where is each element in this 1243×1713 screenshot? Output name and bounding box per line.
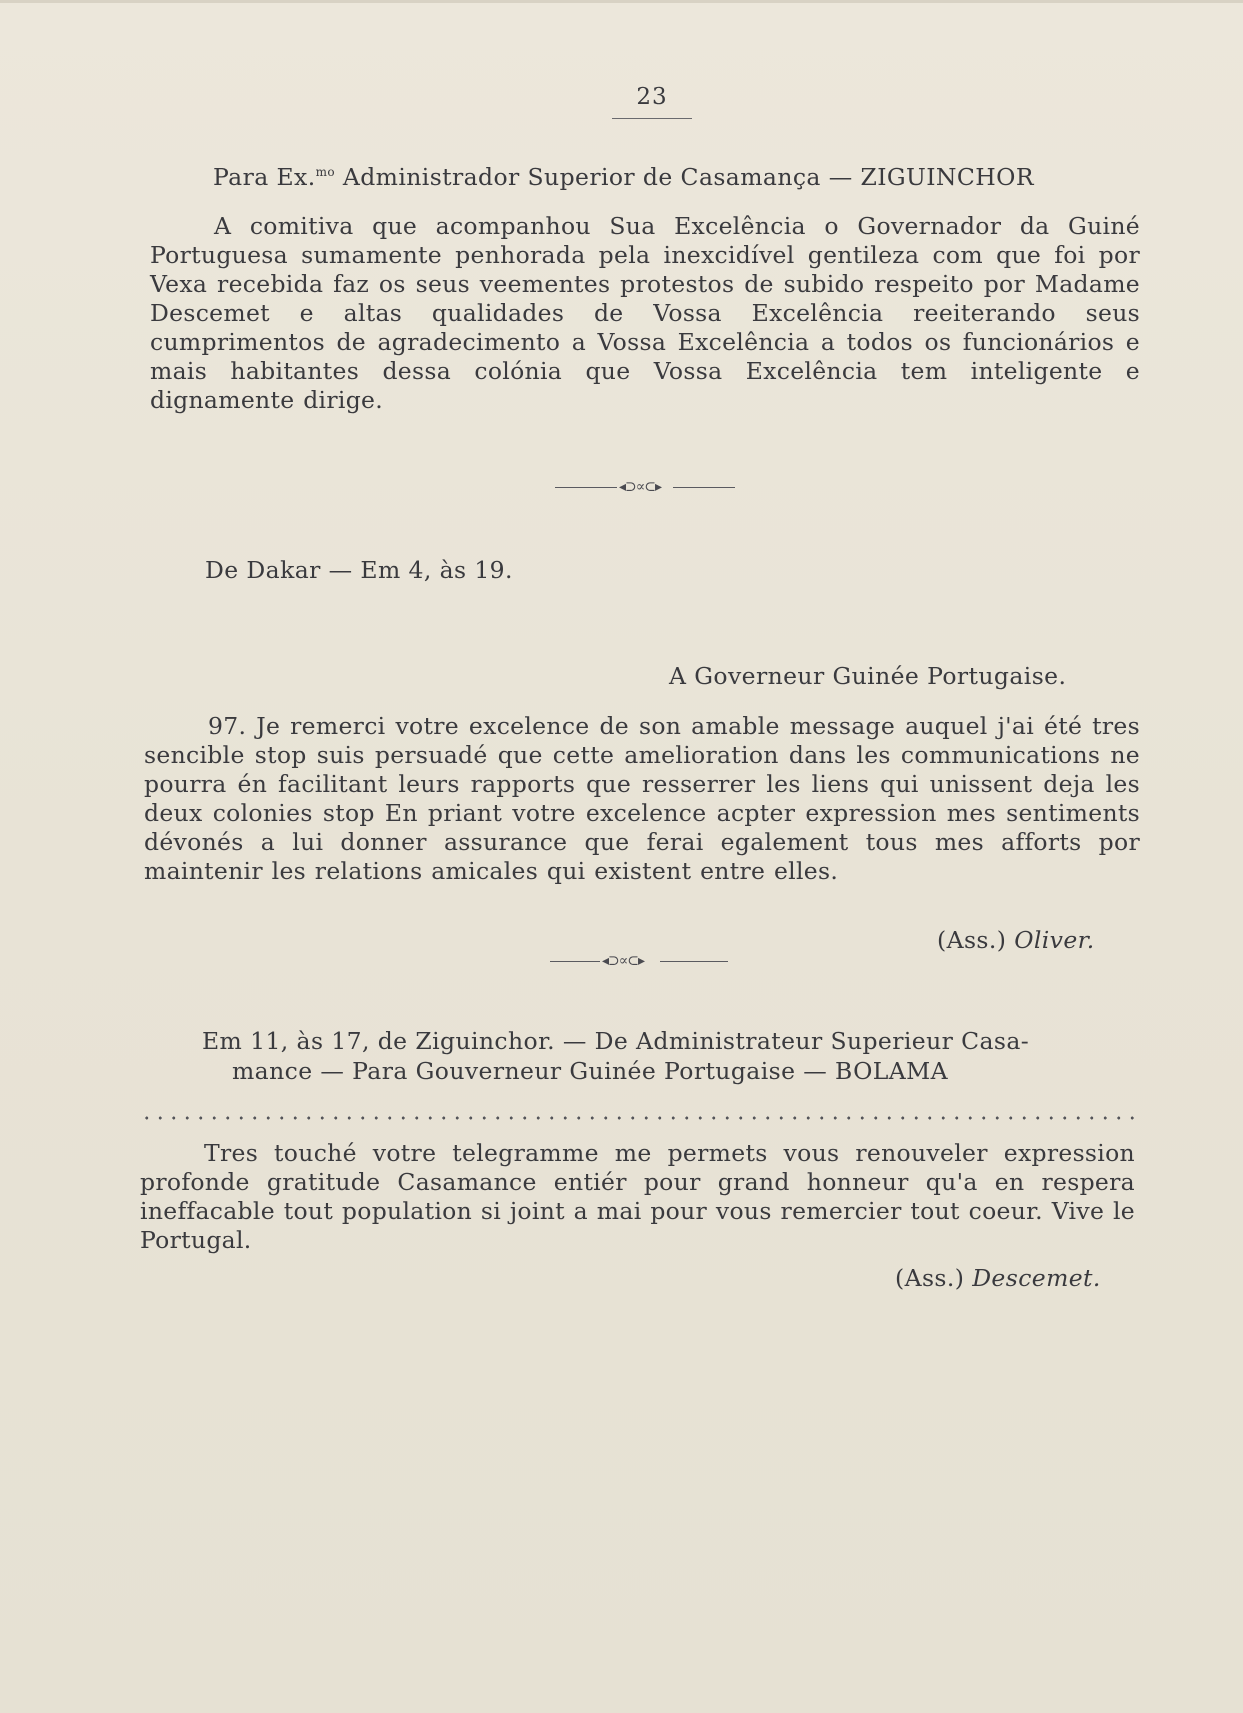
- signature-name: Oliver.: [1014, 926, 1095, 954]
- page-number-underline: [612, 118, 692, 119]
- heading-rest: Administrador Superior de Casamança — ZIGUINCHOR: [342, 162, 1034, 191]
- telegram-3-header-line-1: Em 11, às 17, de Ziguinchor. — De Administrateur Superieur Casa-: [202, 1027, 1030, 1055]
- page-number: 23: [636, 84, 668, 110]
- telegram-2-origin: De Dakar — Em 4, às 19.: [205, 556, 513, 584]
- telegram-3-signature: [895, 1264, 1101, 1293]
- dotted-separator: [140, 1116, 1140, 1120]
- telegram-1-heading: [213, 158, 1034, 192]
- signature-name: Descemet.: [972, 1264, 1101, 1292]
- telegram-2-addressee: A Governeur Guinée Portugaise.: [669, 662, 1067, 690]
- ornament-divider-2: ◂⊃∝⊂▸: [550, 954, 728, 968]
- telegram-3-header-line-2: mance — Para Gouverneur Guinée Portugaise — BOLAMA: [232, 1057, 948, 1085]
- ornament-divider-1: ◂⊃∝⊂▸: [555, 480, 735, 494]
- telegram-3-body: Tres touché votre telegramme me permets vous renouveler expression profonde gratitude Casamance entiér pour grand honneur qu'a en respera ineffacable tout population si joint a mai pour vous remercier tout coeur. Vive le Portugal.: [140, 1139, 1135, 1254]
- heading-superscript: mo: [315, 165, 335, 179]
- signature-prefix: (Ass.): [937, 926, 1007, 954]
- telegram-2-signature: [937, 926, 1095, 955]
- signature-prefix: (Ass.): [895, 1264, 965, 1292]
- heading-prefix: Para Ex.: [213, 162, 316, 191]
- telegram-1-body: A comitiva que acompanhou Sua Excelência o Governador da Guiné Portuguesa sumamente penhorada pela inexcidível gentileza com que foi por Vexa recebida faz os seus veementes protestos de subido respeito por Madame Descemet e altas qualidades de Vossa Excelência reeiterando seus cumprimentos de agradecimento a Vossa Excelência a todos os funcionários e mais habitantes dessa colónia que Vossa Excelência tem inteligente e dignamente dirige.: [150, 212, 1140, 414]
- page-top-edge: [0, 0, 1243, 3]
- telegram-2-body: 97. Je remerci votre excelence de son amable message auquel j'ai été tres sencible stop suis persuadé que cette amelioration dans les communications ne pourra én facilitant leurs rapports que resserrer les liens qui unissent deja les deux colonies stop En priant votre excelence acpter expression mes sentiments dévonés a lui donner assurance que ferai egalement tous mes afforts por maintenir les relations amicales qui existent entre elles.: [144, 712, 1140, 885]
